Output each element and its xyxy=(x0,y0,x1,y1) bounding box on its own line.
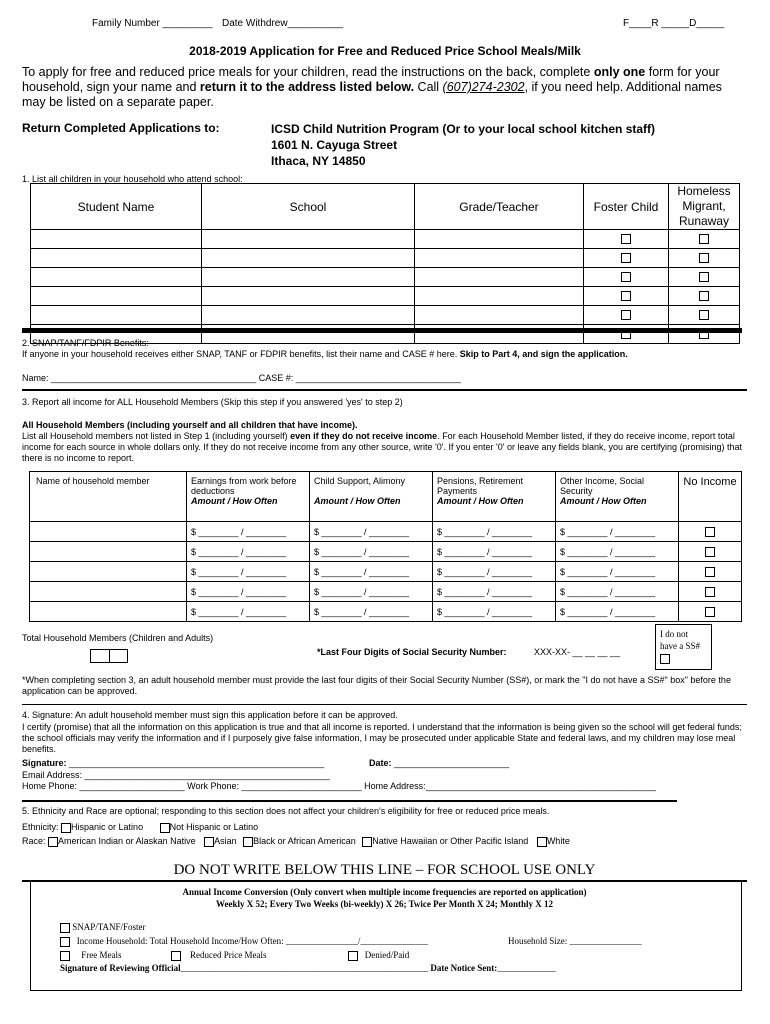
grade-teacher-input[interactable] xyxy=(415,306,584,325)
amount-input[interactable]: $ ________ / ________ xyxy=(310,542,433,562)
col-homeless: Homeless Migrant, Runaway xyxy=(669,184,740,230)
no-income-checkbox[interactable] xyxy=(705,527,715,537)
amount-input[interactable]: $ ________ / ________ xyxy=(433,542,556,562)
date-row: Date: _______________________ xyxy=(369,758,510,768)
date-withdrew-field[interactable]: Date Withdrew__________ xyxy=(222,18,344,29)
race-asian-checkbox[interactable] xyxy=(204,837,214,847)
phone-address-field[interactable]: Home Phone: _____________________ Work Phone: ________________________ Home Address:______________________________________________ xyxy=(22,781,656,791)
race-american-indian-checkbox[interactable] xyxy=(48,837,58,847)
member-name-input[interactable] xyxy=(30,562,187,582)
office-banner: DO NOT WRITE BELOW THIS LINE – FOR SCHOOL USE ONLY xyxy=(173,862,596,878)
homeless-cell[interactable] xyxy=(669,268,740,287)
denied-row: Denied/Paid xyxy=(348,950,409,961)
income-table xyxy=(29,471,742,622)
col-other-income: Other Income, Social Security Amount / How Often xyxy=(556,472,679,522)
step2-heading: 2. SNAP/TANF/FDPIR Benefits: xyxy=(22,338,149,348)
step1-label: 1. List all children in your household who attend school: xyxy=(22,174,243,184)
no-ssn-checkbox[interactable] xyxy=(660,654,670,664)
homeless-checkbox[interactable] xyxy=(699,234,709,244)
foster-cell[interactable] xyxy=(584,268,669,287)
col-no-income: No Income xyxy=(679,472,742,522)
member-row xyxy=(30,602,742,622)
col-school: School xyxy=(202,184,415,230)
member-name-input[interactable] xyxy=(30,582,187,602)
grade-teacher-input[interactable] xyxy=(415,230,584,249)
school-input[interactable] xyxy=(202,230,415,249)
col-member-name: Name of household member xyxy=(30,472,187,522)
step5-heading: 5. Ethnicity and Race are optional; responding to this section does not affect your children's eligibility for free or reduced price meals. xyxy=(22,806,550,816)
no-income-checkbox[interactable] xyxy=(705,547,715,557)
amount-input[interactable]: $ ________ / ________ xyxy=(556,582,679,602)
student-name-input[interactable] xyxy=(31,249,202,268)
free-meals-row: Free Meals xyxy=(60,950,122,961)
amount-input[interactable]: $ ________ / ________ xyxy=(556,522,679,542)
step3-subheading: All Household Members (including yourself and all children that have income). xyxy=(22,420,358,430)
return-label: Return Completed Applications to: xyxy=(22,121,220,135)
student-name-input[interactable] xyxy=(31,287,202,306)
amount-input[interactable]: $ ________ / ________ xyxy=(310,582,433,602)
no-income-cell[interactable] xyxy=(679,562,742,582)
homeless-checkbox[interactable] xyxy=(699,272,709,282)
no-income-cell[interactable] xyxy=(679,542,742,562)
official-signature-field[interactable]: _______________________________________________________ xyxy=(180,963,429,973)
member-row xyxy=(30,542,742,562)
homeless-cell[interactable] xyxy=(669,230,740,249)
frd-field[interactable]: F____R _____D_____ xyxy=(623,18,725,29)
amount-input[interactable]: $ ________ / ________ xyxy=(433,562,556,582)
student-name-input[interactable] xyxy=(31,268,202,287)
help-phone: (607)274-2302 xyxy=(442,80,525,94)
denied-checkbox[interactable] xyxy=(348,951,358,961)
form-title: 2018-2019 Application for Free and Reduced Price School Meals/Milk xyxy=(189,44,581,58)
student-name-input[interactable] xyxy=(31,230,202,249)
family-number-field[interactable]: Family Number _________ xyxy=(92,18,213,29)
homeless-checkbox[interactable] xyxy=(699,253,709,263)
school-input[interactable] xyxy=(202,287,415,306)
child-row xyxy=(31,268,740,287)
foster-child-checkbox[interactable] xyxy=(621,253,631,263)
date-field[interactable]: _______________________ xyxy=(394,758,510,768)
col-pensions: Pensions, Retirement Payments Amount / How Often xyxy=(433,472,556,522)
col-earnings: Earnings from work before deductions Amount / How Often xyxy=(187,472,310,522)
col-grade-teacher: Grade/Teacher xyxy=(415,184,584,230)
ssn-note: *When completing section 3, an adult household member must provide the last four digits of their Social Security Number (SS#), or mark the "I do not have a SS#" box" before the application can be approved. xyxy=(22,675,731,696)
grade-teacher-input[interactable] xyxy=(415,287,584,306)
divider xyxy=(22,328,742,333)
grade-teacher-input[interactable] xyxy=(415,249,584,268)
divider xyxy=(22,704,747,705)
step3-instructions: List all Household members not listed in Step 1 (including yourself) even if they do not receive income. For each Household Member listed, if they do receive income, report total income for each source in whole dollars only. If they do not receive income from any other source, write '0'. If you enter '0' or leave any fields blank, you are certifying (promising) that there is no income to report. xyxy=(22,431,743,463)
amount-input[interactable]: $ ________ / ________ xyxy=(556,602,679,622)
homeless-cell[interactable] xyxy=(669,306,740,325)
amount-input[interactable]: $ ________ / ________ xyxy=(310,602,433,622)
foster-cell[interactable] xyxy=(584,306,669,325)
no-income-cell[interactable] xyxy=(679,522,742,542)
income-household-checkbox[interactable] xyxy=(60,937,70,947)
official-row: Signature of Reviewing Official_______________________________________________________ Date Notice Sent:_____________ xyxy=(60,963,556,973)
foster-child-checkbox[interactable] xyxy=(621,272,631,282)
no-ssn-box: I do not have a SS# xyxy=(655,624,712,670)
col-child-support: Child Support, Alimony Amount / How Often xyxy=(310,472,433,522)
household-size-field[interactable]: Household Size: ________________ xyxy=(508,936,642,946)
member-name-input[interactable] xyxy=(30,602,187,622)
step2-text: If anyone in your household receives either SNAP, TANF or FDPIR benefits, list their name and CASE # here. Skip to Part 4, and sign the application. xyxy=(22,349,628,359)
income-household-row: Income Household: Total Household Income/How Often: ________________/_______________ xyxy=(60,936,428,947)
amount-input[interactable]: $ ________ / ________ xyxy=(556,562,679,582)
homeless-cell[interactable] xyxy=(669,287,740,306)
total-members-label: Total Household Members (Children and Adults) xyxy=(22,633,214,643)
certification-text: I certify (promise) that all the information on this application is true and that all income is reported. I understand that the information is being given so the school will get federal funds; the school officials may verify the information and if I purposely give false information, I may be prosecuted under applicable State and federal laws, and my children may lose meal benefits. xyxy=(22,722,742,754)
amount-input[interactable]: $ ________ / ________ xyxy=(187,562,310,582)
amount-input[interactable]: $ ________ / ________ xyxy=(433,602,556,622)
race-black-checkbox[interactable] xyxy=(243,837,253,847)
total-members-input[interactable] xyxy=(90,649,128,663)
step4-heading: 4. Signature: An adult household member must sign this application before it can be approved. xyxy=(22,710,398,720)
children-table xyxy=(30,183,740,344)
divider xyxy=(22,800,677,802)
ssn-input[interactable]: XXX-XX- __ __ __ __ xyxy=(534,647,621,657)
member-row xyxy=(30,522,742,542)
amount-input[interactable]: $ ________ / ________ xyxy=(187,582,310,602)
conversion-rates: Weekly X 52; Every Two Weeks (bi-weekly) X 26; Twice Per Month X 24; Monthly X 12 xyxy=(216,899,553,909)
ssn-label: *Last Four Digits of Social Security Number: xyxy=(317,647,507,657)
race-row: Race: American Indian or Alaskan Native Asian Black or African American Native Hawaiian or Other Pacific Island White xyxy=(22,836,570,846)
amount-input[interactable]: $ ________ / ________ xyxy=(556,542,679,562)
foster-cell[interactable] xyxy=(584,230,669,249)
amount-input[interactable]: $ ________ / ________ xyxy=(187,522,310,542)
school-input[interactable] xyxy=(202,306,415,325)
amount-input[interactable]: $ ________ / ________ xyxy=(310,562,433,582)
conversion-title: Annual Income Conversion (Only convert when multiple income frequencies are reported on application) xyxy=(182,887,587,897)
homeless-cell[interactable] xyxy=(669,249,740,268)
foster-cell[interactable] xyxy=(584,287,669,306)
member-row xyxy=(30,582,742,602)
member-name-input[interactable] xyxy=(30,542,187,562)
email-field[interactable]: Email Address: _________________________________________________ xyxy=(22,770,330,780)
member-row xyxy=(30,562,742,582)
step3-heading: 3. Report all income for ALL Household Members (Skip this step if you answered 'yes' to step 2) xyxy=(22,397,403,407)
reduced-meals-row: Reduced Price Meals xyxy=(171,950,266,961)
col-student-name: Student Name xyxy=(31,184,202,230)
student-name-input[interactable] xyxy=(31,306,202,325)
no-income-checkbox[interactable] xyxy=(705,567,715,577)
homeless-checkbox[interactable] xyxy=(699,291,709,301)
divider xyxy=(22,389,747,391)
no-income-checkbox[interactable] xyxy=(705,587,715,597)
child-row xyxy=(31,230,740,249)
amount-input[interactable]: $ ________ / ________ xyxy=(187,542,310,562)
reduced-meals-checkbox[interactable] xyxy=(171,951,181,961)
school-input[interactable] xyxy=(202,268,415,287)
child-row xyxy=(31,287,740,306)
foster-child-checkbox[interactable] xyxy=(621,234,631,244)
member-name-input[interactable] xyxy=(30,522,187,542)
intro-paragraph: To apply for free and reduced price meals for your children, read the instructions on the back, complete only one form for your household, sign your name and return it to the address listed below. Call (607)274-2302, if you need help. Additional names may be listed on a separate paper. xyxy=(22,65,722,109)
ethnicity-row: Ethnicity: Hispanic or Latino Not Hispanic or Latino xyxy=(22,822,259,832)
school-input[interactable] xyxy=(202,249,415,268)
amount-input[interactable]: $ ________ / ________ xyxy=(310,522,433,542)
signature-row: Signature: ___________________________________________________ xyxy=(22,758,325,768)
no-income-cell[interactable] xyxy=(679,602,742,622)
signature-field[interactable]: ___________________________________________________ xyxy=(69,758,325,768)
race-hawaiian-checkbox[interactable] xyxy=(362,837,372,847)
homeless-checkbox[interactable] xyxy=(699,310,709,320)
foster-child-checkbox[interactable] xyxy=(621,291,631,301)
amount-input[interactable]: $ ________ / ________ xyxy=(433,582,556,602)
race-white-checkbox[interactable] xyxy=(537,837,547,847)
not-hispanic-checkbox[interactable] xyxy=(160,823,170,833)
notice-date-field[interactable]: _____________ xyxy=(497,963,556,973)
child-row xyxy=(31,249,740,268)
hispanic-checkbox[interactable] xyxy=(61,823,71,833)
grade-teacher-input[interactable] xyxy=(415,268,584,287)
snap-row: SNAP/TANF/Foster xyxy=(60,922,146,933)
amount-input[interactable]: $ ________ / ________ xyxy=(433,522,556,542)
amount-input[interactable]: $ ________ / ________ xyxy=(187,602,310,622)
col-foster-child: Foster Child xyxy=(584,184,669,230)
free-meals-checkbox[interactable] xyxy=(60,951,70,961)
child-row xyxy=(31,306,740,325)
no-income-checkbox[interactable] xyxy=(705,607,715,617)
return-address: ICSD Child Nutrition Program (Or to your local school kitchen staff) 1601 N. Cayuga Street Ithaca, NY 14850 xyxy=(271,122,656,168)
foster-child-checkbox[interactable] xyxy=(621,310,631,320)
no-income-cell[interactable] xyxy=(679,582,742,602)
foster-cell[interactable] xyxy=(584,249,669,268)
snap-checkbox[interactable] xyxy=(60,923,70,933)
snap-name-case-field[interactable]: Name: _________________________________________ CASE #: _________________________________ xyxy=(22,373,461,383)
